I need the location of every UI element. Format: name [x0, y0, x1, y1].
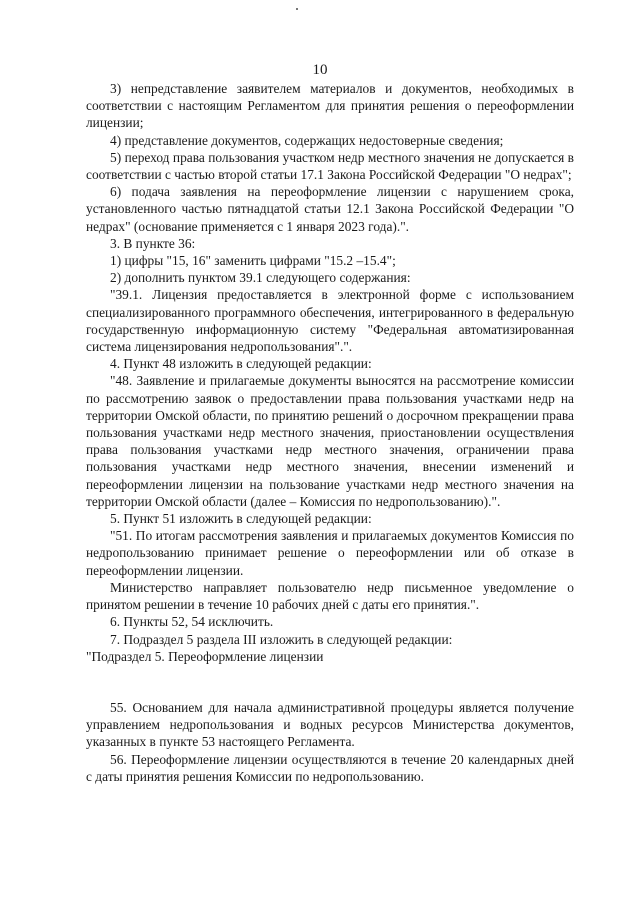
paragraph: "48. Заявление и прилагаемые документы выносятся на рассмотрение комиссии по рассмотрению заявок о предоставлении права пользования участками недр на территории Омской области, по принятию решений о досрочном прекращении права пользования участками недр местного значения, приостановлении осуществления права пользования участками недр местного значения, ограничении права пользования участками недр местного значения, внесении изменений и переоформлении лицензии на пользование участками недр местного значения на территории Омской области (далее – Комиссия по недропользованию).".	[86, 373, 574, 509]
document-body	[86, 80, 574, 785]
paragraph: "39.1. Лицензия предоставляется в электронной форме с использованием специализированного программного обеспечения, интегрированного в федеральную государственную информационную систему "Федеральная автоматизированная система лицензирования недропользования".".	[86, 287, 574, 355]
paragraph: 1) цифры "15, 16" заменить цифрами "15.2 –15.4";	[110, 253, 396, 269]
paragraph: 6) подача заявления на переоформление лицензии с нарушением срока, установленного частью пятнадцатой статьи 12.1 Закона Российской Федерации "О недрах" (основание применяется с 1 января 2023 года).".	[86, 184, 574, 234]
paragraph: 5) переход права пользования участком недр местного значения не допускается в соответствии с частью второй статьи 17.1 Закона Российской Федерации "О недрах";	[86, 149, 574, 183]
paragraph: 5. Пункт 51 изложить в следующей редакции:	[110, 511, 372, 527]
scan-speck	[296, 8, 298, 10]
paragraph: 56. Переоформление лицензии осуществляются в течение 20 календарных дней с даты принятия решения Комиссии по недропользованию.	[86, 751, 574, 784]
page-number: 10	[312, 62, 328, 78]
paragraph: 4) представление документов, содержащих недостоверные сведения;	[110, 132, 504, 148]
paragraph: 6. Пункты 52, 54 исключить.	[110, 614, 274, 630]
subsection-heading: "Подраздел 5. Переоформление лицензии	[86, 648, 324, 664]
paragraph: 55. Основанием для начала административной процедуры является получение управлением недропользования и водных ресурсов Министерства документов, указанных в пункте 53 настоящего Регламента.	[86, 699, 574, 750]
paragraph: 4. Пункт 48 изложить в следующей редакции:	[110, 356, 372, 372]
paragraph: 3. В пункте 36:	[110, 235, 196, 251]
paragraph: 3) непредставление заявителем материалов и документов, необходимых в соответствии с настоящим Регламентом для принятия решения о переоформлении лицензии;	[86, 81, 574, 131]
paragraph: "51. По итогам рассмотрения заявления и прилагаемых документов Комиссия по недропользованию принимает решение о переоформлении или об отказе в переоформлении лицензии.	[86, 528, 574, 578]
paragraph: Министерство направляет пользователю недр письменное уведомление о принятом решении в течение 10 рабочих дней с даты его принятия.".	[86, 579, 574, 613]
paragraph: 7. Подраздел 5 раздела III изложить в следующей редакции:	[110, 631, 453, 647]
paragraph: 2) дополнить пунктом 39.1 следующего содержания:	[110, 270, 411, 286]
blank-space	[86, 665, 574, 699]
